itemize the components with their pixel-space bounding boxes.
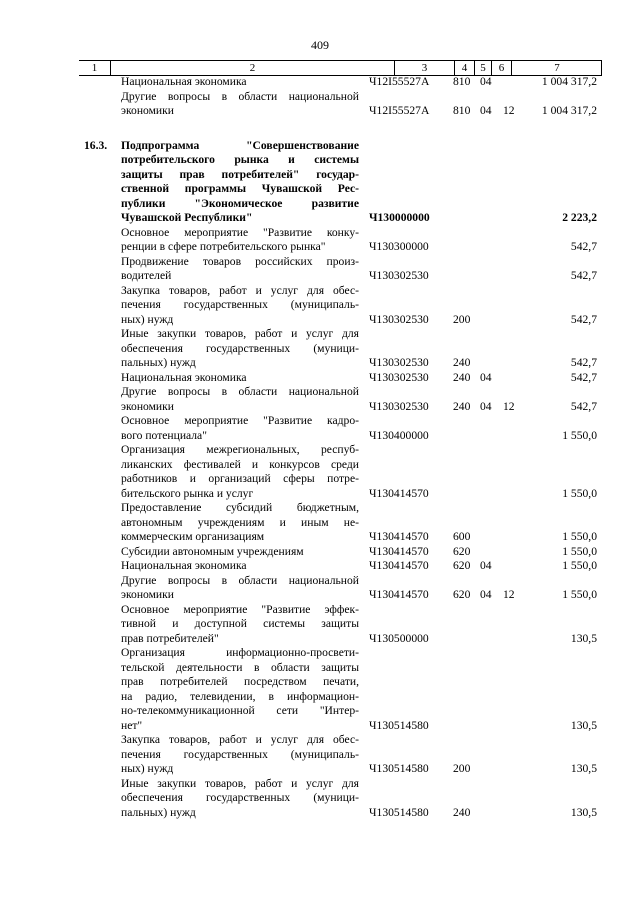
section-code: 04: [480, 370, 492, 384]
table-header: [79, 60, 602, 76]
amount: 542,7: [570, 312, 597, 326]
row-name-line: Основное мероприятие "Развитие конку-: [121, 225, 359, 239]
row-name: [121, 443, 359, 501]
target-article-code: Ч130302530: [369, 356, 429, 369]
subsection-code: 12: [503, 588, 515, 601]
row-name-line: тельской деятельности в области защиты: [121, 660, 359, 674]
row-name-line: ликанских фестивалей и конкурсов среди: [121, 457, 359, 471]
amount: 1 550,0: [562, 544, 597, 558]
header-col-3: 3: [394, 61, 454, 75]
row-name: [121, 646, 359, 733]
row-name-line: работников и организаций сферы потре-: [121, 472, 359, 485]
target-article-code: Ч130514580: [369, 718, 429, 732]
header-col-6: 6: [491, 61, 511, 75]
row-name: [121, 226, 359, 255]
row-name-line: прав потребителей": [121, 631, 219, 645]
row-name-line: прав потребителей посредством печати,: [121, 675, 359, 688]
row-name-line: пальных) нужд: [121, 805, 196, 819]
row-name-line: экономики: [121, 399, 174, 413]
header-col-4: 4: [454, 61, 474, 75]
subsection-code: 12: [503, 104, 515, 117]
section-code: 04: [480, 399, 492, 413]
row-name: [121, 284, 359, 328]
row-name-line: ренции в сфере потребительского рынка": [121, 240, 326, 253]
header-col-5: 5: [474, 61, 491, 75]
row-name-line: автономным учреждениям и иным не-: [121, 515, 359, 529]
target-article-code: Ч130302530: [369, 269, 429, 282]
row-name-line: на радио, телевидении, в информацион-: [121, 689, 359, 703]
amount: 542,7: [570, 269, 597, 282]
page-number: 409: [311, 38, 329, 52]
row-name-line: нет": [121, 718, 143, 732]
row-name-line: вого потенциала": [121, 428, 207, 442]
row-name-line: экономики: [121, 588, 174, 601]
header-col-1: 1: [91, 62, 98, 74]
row-name: [121, 255, 359, 284]
amount: 1 004 317,2: [541, 104, 597, 117]
section-number: 16.3.: [84, 138, 108, 152]
expense-type-code: 620: [453, 588, 471, 601]
table-row: [0, 75, 640, 90]
row-name-line: обеспечения государственных (муници-: [121, 341, 359, 355]
expense-type-code: 200: [453, 312, 471, 326]
section-code: 04: [480, 75, 492, 88]
table-row: [0, 284, 640, 328]
row-name-line: Другие вопросы в области национальной: [121, 573, 359, 587]
row-name-line: водителей: [121, 269, 172, 282]
row-name-line: но-телекоммуникационной сети "Интер-: [121, 704, 359, 717]
table-row: [0, 385, 640, 414]
table-row: [0, 777, 640, 821]
row-name: [121, 385, 359, 414]
row-name-line: тивной и доступной системы защиты: [121, 617, 359, 630]
amount: 542,7: [570, 399, 597, 413]
row-name-line: Организация информационно-просвети-: [121, 646, 359, 659]
row-name: [121, 603, 359, 647]
row-name: [121, 139, 359, 226]
table-row: [0, 574, 640, 603]
row-name-line: Субсидии автономным учреждениям: [121, 544, 304, 558]
table-row: [0, 559, 640, 574]
expense-type-code: 810: [453, 75, 471, 88]
row-name-line: ных) нужд: [121, 312, 174, 326]
expense-type-code: 200: [453, 762, 471, 775]
target-article-code: Ч130300000: [369, 240, 429, 253]
row-name-line: потребительского рынка и системы: [121, 153, 359, 166]
row-name-line: Другие вопросы в области национальной: [121, 89, 359, 103]
row-name-line: Другие вопросы в области национальной: [121, 385, 359, 398]
row-name-line: Основное мероприятие "Развитие кадро-: [121, 414, 359, 427]
row-name-line: Подпрограмма "Совершенствование: [121, 138, 359, 152]
row-name-line: бительского рынка и услуг: [121, 486, 254, 500]
target-article-code: Ч130000000: [369, 211, 430, 224]
row-name: [121, 545, 359, 560]
expense-type-code: 240: [453, 356, 471, 369]
row-name: [121, 559, 359, 574]
row-name-line: ных) нужд: [121, 762, 174, 775]
section-code: 04: [480, 104, 492, 117]
amount: 2 223,2: [562, 211, 597, 224]
table-row: [0, 371, 640, 386]
row-name-line: экономики: [121, 104, 174, 117]
row-name-line: Национальная экономика: [121, 370, 247, 384]
table-row: [0, 139, 640, 226]
row-name-line: печения государственных (муниципаль-: [121, 298, 359, 311]
header-col-2: 2: [110, 61, 394, 75]
amount: 542,7: [570, 356, 597, 369]
expense-type-code: 240: [453, 805, 471, 819]
amount: 1 550,0: [562, 428, 597, 442]
amount: 130,5: [570, 762, 597, 775]
table-row: [0, 255, 640, 284]
row-name-line: Организация межрегиональных, респуб-: [121, 443, 359, 456]
row-name-line: Закупка товаров, работ и услуг для обес-: [121, 283, 359, 297]
section-code: 04: [480, 588, 492, 601]
expense-type-code: 620: [453, 544, 471, 558]
table-row: [0, 226, 640, 255]
row-name-line: Национальная экономика: [121, 559, 247, 572]
target-article-code: Ч12I55527А: [369, 75, 430, 88]
target-article-code: Ч130302530: [369, 312, 429, 326]
target-article-code: Ч130400000: [369, 428, 429, 442]
table-row: [0, 545, 640, 560]
table-row: [0, 327, 640, 371]
amount: 1 550,0: [562, 588, 597, 601]
row-name-line: Иные закупки товаров, работ и услуг для: [121, 327, 359, 340]
target-article-code: Ч12I55527А: [369, 104, 430, 117]
row-name: [121, 75, 359, 90]
row-name-line: ственной программы Чувашской Рес-: [121, 182, 359, 195]
amount: 542,7: [570, 370, 597, 384]
target-article-code: Ч130414570: [369, 588, 429, 601]
subsection-code: 12: [503, 399, 515, 413]
amount: 130,5: [570, 718, 597, 732]
row-name-line: Основное мероприятие "Развитие эффек-: [121, 602, 359, 616]
target-article-code: Ч130500000: [369, 631, 429, 645]
target-article-code: Ч130514580: [369, 762, 429, 775]
row-name-line: коммерческим организациям: [121, 530, 265, 543]
amount: 130,5: [570, 805, 597, 819]
amount: 1 550,0: [562, 559, 597, 572]
target-article-code: Ч130414570: [369, 544, 429, 558]
table-row: [0, 90, 640, 119]
table-row: [0, 414, 640, 443]
row-name-line: защиты прав потребителей" государ-: [121, 167, 359, 181]
table-row: [0, 501, 640, 545]
row-name: [121, 777, 359, 821]
amount: 1 550,0: [562, 486, 597, 500]
expense-type-code: 600: [453, 530, 471, 543]
row-name-line: Национальная экономика: [121, 75, 247, 88]
target-article-code: Ч130514580: [369, 805, 429, 819]
target-article-code: Ч130302530: [369, 399, 429, 413]
row-name: [121, 733, 359, 777]
target-article-code: Ч130302530: [369, 370, 429, 384]
amount: 1 004 317,2: [541, 75, 597, 88]
expense-type-code: 240: [453, 399, 471, 413]
row-name: [121, 501, 359, 545]
row-name-line: обеспечения государственных (муници-: [121, 791, 359, 804]
expense-type-code: 240: [453, 370, 471, 384]
table-row: [0, 443, 640, 501]
target-article-code: Ч130414570: [369, 559, 429, 572]
amount: 542,7: [570, 240, 597, 253]
section-code: 04: [480, 559, 492, 572]
row-name: [121, 371, 359, 386]
row-name-line: печения государственных (муниципаль-: [121, 747, 359, 761]
table-row: [0, 646, 640, 733]
amount: 130,5: [570, 631, 597, 645]
target-article-code: Ч130414570: [369, 530, 429, 543]
row-name-line: Предоставление субсидий бюджетным,: [121, 501, 359, 514]
table-row: [0, 733, 640, 777]
header-col-7: 7: [511, 61, 602, 75]
row-name-line: Закупка товаров, работ и услуг для обес-: [121, 733, 359, 746]
row-name-line: Продвижение товаров российских произ-: [121, 254, 359, 268]
row-name-line: Иные закупки товаров, работ и услуг для: [121, 776, 359, 790]
amount: 1 550,0: [562, 530, 597, 543]
table-row: [0, 603, 640, 647]
target-article-code: Ч130414570: [369, 486, 429, 500]
expense-type-code: 620: [453, 559, 471, 572]
row-name-line: публики "Экономическое развитие: [121, 196, 359, 210]
row-name: [121, 574, 359, 603]
row-name: [121, 327, 359, 371]
row-name-line: Чувашской Республики": [121, 211, 253, 224]
row-name-line: пальных) нужд: [121, 356, 196, 369]
expense-type-code: 810: [453, 104, 471, 117]
row-name: [121, 90, 359, 119]
row-name: [121, 414, 359, 443]
